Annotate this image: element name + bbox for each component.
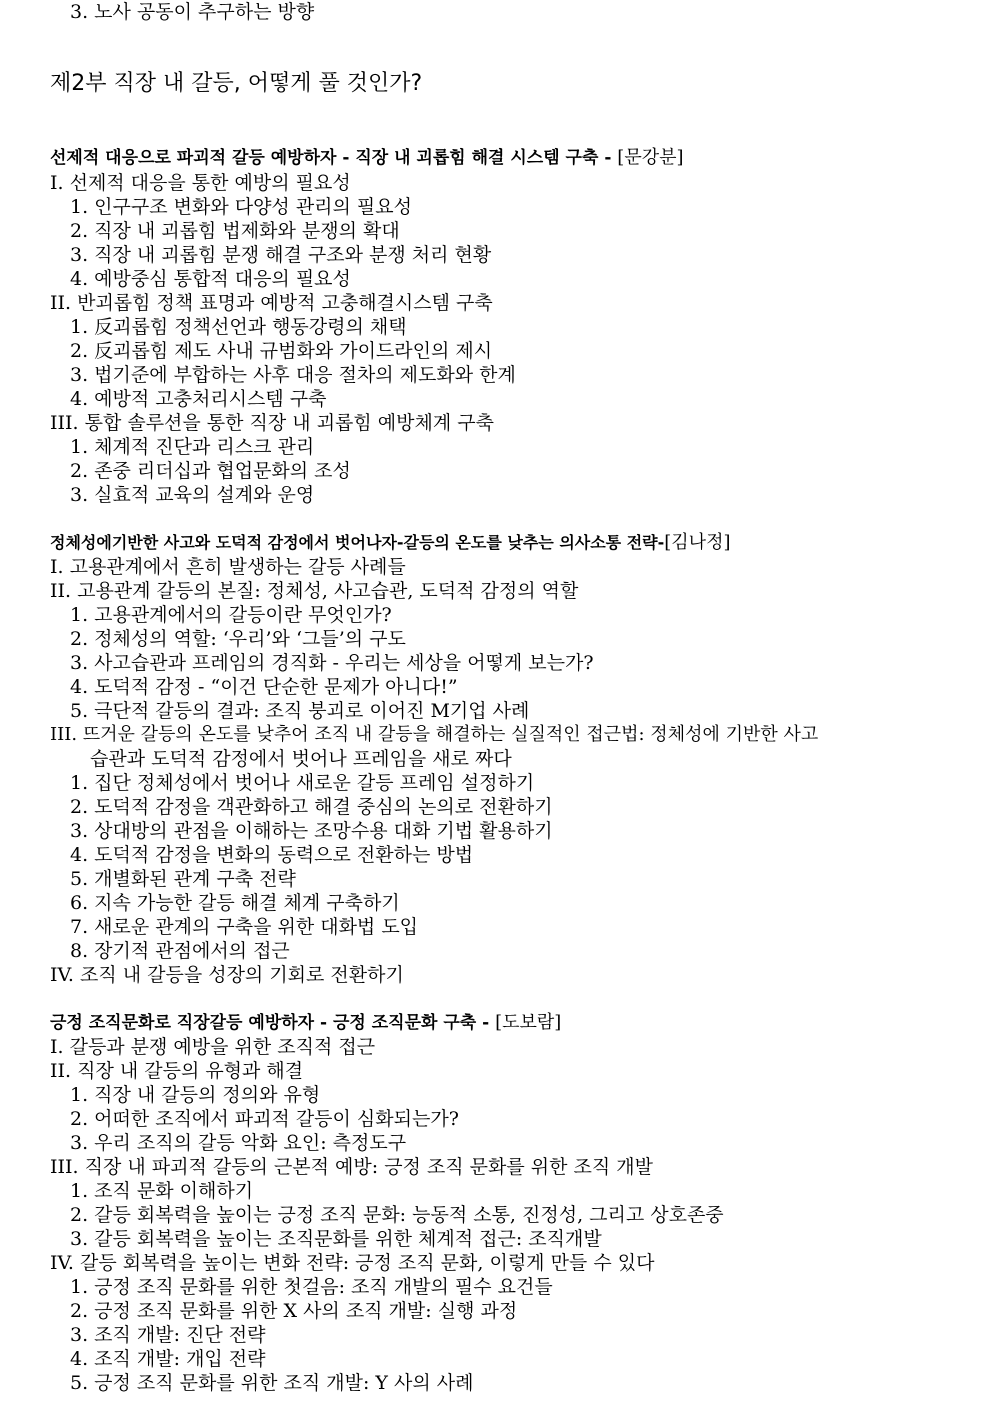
toc-item: 3. 법기준에 부합하는 사후 대응 절차의 제도화와 한계	[70, 364, 516, 386]
toc-item: 5. 개별화된 관계 구축 전략	[70, 868, 296, 890]
toc-chapter: II. 고용관계 갈등의 본질: 정체성, 사고습관, 도덕적 감정의 역할	[50, 580, 579, 602]
section-title	[50, 1011, 561, 1035]
toc-item: 5. 긍정 조직 문화를 위한 조직 개발: Y 사의 사례	[70, 1372, 474, 1394]
toc-item: 2. 도덕적 감정을 객관화하고 해결 중심의 논의로 전환하기	[70, 796, 553, 818]
toc-item: 2. 反괴롭힘 제도 사내 규범화와 가이드라인의 제시	[70, 340, 493, 362]
toc-item: 1. 조직 문화 이해하기	[70, 1180, 254, 1202]
toc-chapter: IV. 갈등 회복력을 높이는 변화 전략: 긍정 조직 문화, 이렇게 만들 수 있다	[50, 1252, 655, 1274]
toc-item: 3. 우리 조직의 갈등 악화 요인: 측정도구	[70, 1132, 407, 1154]
section-author: [김나정]	[664, 532, 731, 553]
toc-item: 4. 예방중심 통합적 대응의 필요성	[70, 268, 351, 290]
toc-chapter: III. 뜨거운 갈등의 온도를 낮추어 조직 내 갈등을 해결하는 실질적인 접근법: 정체성에 기반한 사고	[50, 724, 819, 745]
toc-item: 2. 긍정 조직 문화를 위한 X 사의 조직 개발: 실행 과정	[70, 1300, 518, 1322]
toc-item: 2. 어떠한 조직에서 파괴적 갈등이 심화되는가?	[70, 1108, 459, 1130]
toc-item: 5. 극단적 갈등의 결과: 조직 붕괴로 이어진 M기업 사례	[70, 700, 530, 722]
toc-item: 3. 노사 공동이 추구하는 방향	[70, 1, 315, 23]
section-title-text: 정체성에기반한 사고와 도덕적 감정에서 벗어나자-갈등의 온도를 낮추는 의사소통 전략-	[50, 533, 665, 552]
toc-item: 2. 정체성의 역할: ‘우리’와 ‘그들’의 구도	[70, 628, 406, 650]
toc-chapter: II. 반괴롭힘 정책 표명과 예방적 고충해결시스템 구축	[50, 292, 493, 314]
toc-item: 1. 직장 내 갈등의 정의와 유형	[70, 1084, 321, 1106]
toc-item: 1. 反괴롭힘 정책선언과 행동강령의 채택	[70, 316, 407, 338]
toc-chapter: III. 통합 솔루션을 통한 직장 내 괴롭힘 예방체계 구축	[50, 412, 494, 434]
toc-chapter: I. 선제적 대응을 통한 예방의 필요성	[50, 172, 351, 194]
section-author: [도보람]	[495, 1012, 562, 1033]
section-author: [문강분]	[617, 147, 684, 168]
toc-item: 3. 사고습관과 프레임의 경직화 - 우리는 세상을 어떻게 보는가?	[70, 652, 594, 674]
toc-chapter: II. 직장 내 갈등의 유형과 해결	[50, 1060, 304, 1082]
toc-chapter: I. 고용관계에서 흔히 발생하는 갈등 사례들	[50, 556, 406, 578]
toc-chapter-continued: 습관과 도덕적 감정에서 벗어나 프레임을 새로 짜다	[90, 748, 512, 770]
toc-item: 3. 상대방의 관점을 이해하는 조망수용 대화 기법 활용하기	[70, 820, 553, 842]
toc-item: 3. 조직 개발: 진단 전략	[70, 1324, 266, 1346]
toc-item: 8. 장기적 관점에서의 접근	[70, 940, 290, 962]
toc-item: 4. 도덕적 감정 - “이건 단순한 문제가 아니다!”	[70, 676, 458, 698]
toc-item: 1. 긍정 조직 문화를 위한 첫걸음: 조직 개발의 필수 요건들	[70, 1276, 553, 1298]
toc-item: 1. 집단 정체성에서 벗어나 새로운 갈등 프레임 설정하기	[70, 772, 535, 794]
toc-item: 6. 지속 가능한 갈등 해결 체계 구축하기	[70, 892, 400, 914]
toc-item: 2. 직장 내 괴롭힘 법제화와 분쟁의 확대	[70, 220, 400, 242]
toc-chapter: III. 직장 내 파괴적 갈등의 근본적 예방: 긍정 조직 문화를 위한 조직 개발	[50, 1156, 653, 1178]
toc-item: 7. 새로운 관계의 구축을 위한 대화법 도입	[70, 916, 419, 938]
part-heading: 제2부 직장 내 갈등, 어떻게 풀 것인가?	[50, 71, 423, 96]
toc-chapter: IV. 조직 내 갈등을 성장의 기회로 전환하기	[50, 964, 404, 986]
toc-item: 3. 실효적 교육의 설계와 운영	[70, 484, 315, 506]
section-title-text: 긍정 조직문화로 직장갈등 예방하자 - 긍정 조직문화 구축 -	[50, 1013, 496, 1033]
toc-chapter: I. 갈등과 분쟁 예방을 위한 조직적 접근	[50, 1036, 376, 1058]
toc-item: 1. 고용관계에서의 갈등이란 무엇인가?	[70, 604, 392, 626]
toc-item: 1. 체계적 진단과 리스크 관리	[70, 436, 315, 458]
toc-item: 2. 갈등 회복력을 높이는 긍정 조직 문화: 능동적 소통, 진정성, 그리고 상호존중	[70, 1204, 724, 1226]
toc-item: 4. 도덕적 감정을 변화의 동력으로 전환하는 방법	[70, 844, 474, 866]
toc-item: 2. 존중 리더십과 협업문화의 조성	[70, 460, 351, 482]
section-title	[50, 531, 730, 555]
toc-item: 4. 조직 개발: 개입 전략	[70, 1348, 266, 1370]
section-title	[50, 146, 684, 170]
toc-item: 1. 인구구조 변화와 다양성 관리의 필요성	[70, 196, 412, 218]
section-title-text: 선제적 대응으로 파괴적 갈등 예방하자 - 직장 내 괴롭힘 해결 시스템 구축 -	[50, 148, 618, 168]
toc-item: 3. 직장 내 괴롭힘 분쟁 해결 구조와 분쟁 처리 현황	[70, 244, 492, 266]
toc-item: 3. 갈등 회복력을 높이는 조직문화를 위한 체계적 접근: 조직개발	[70, 1228, 602, 1250]
toc-item: 4. 예방적 고충처리시스템 구축	[70, 388, 327, 410]
